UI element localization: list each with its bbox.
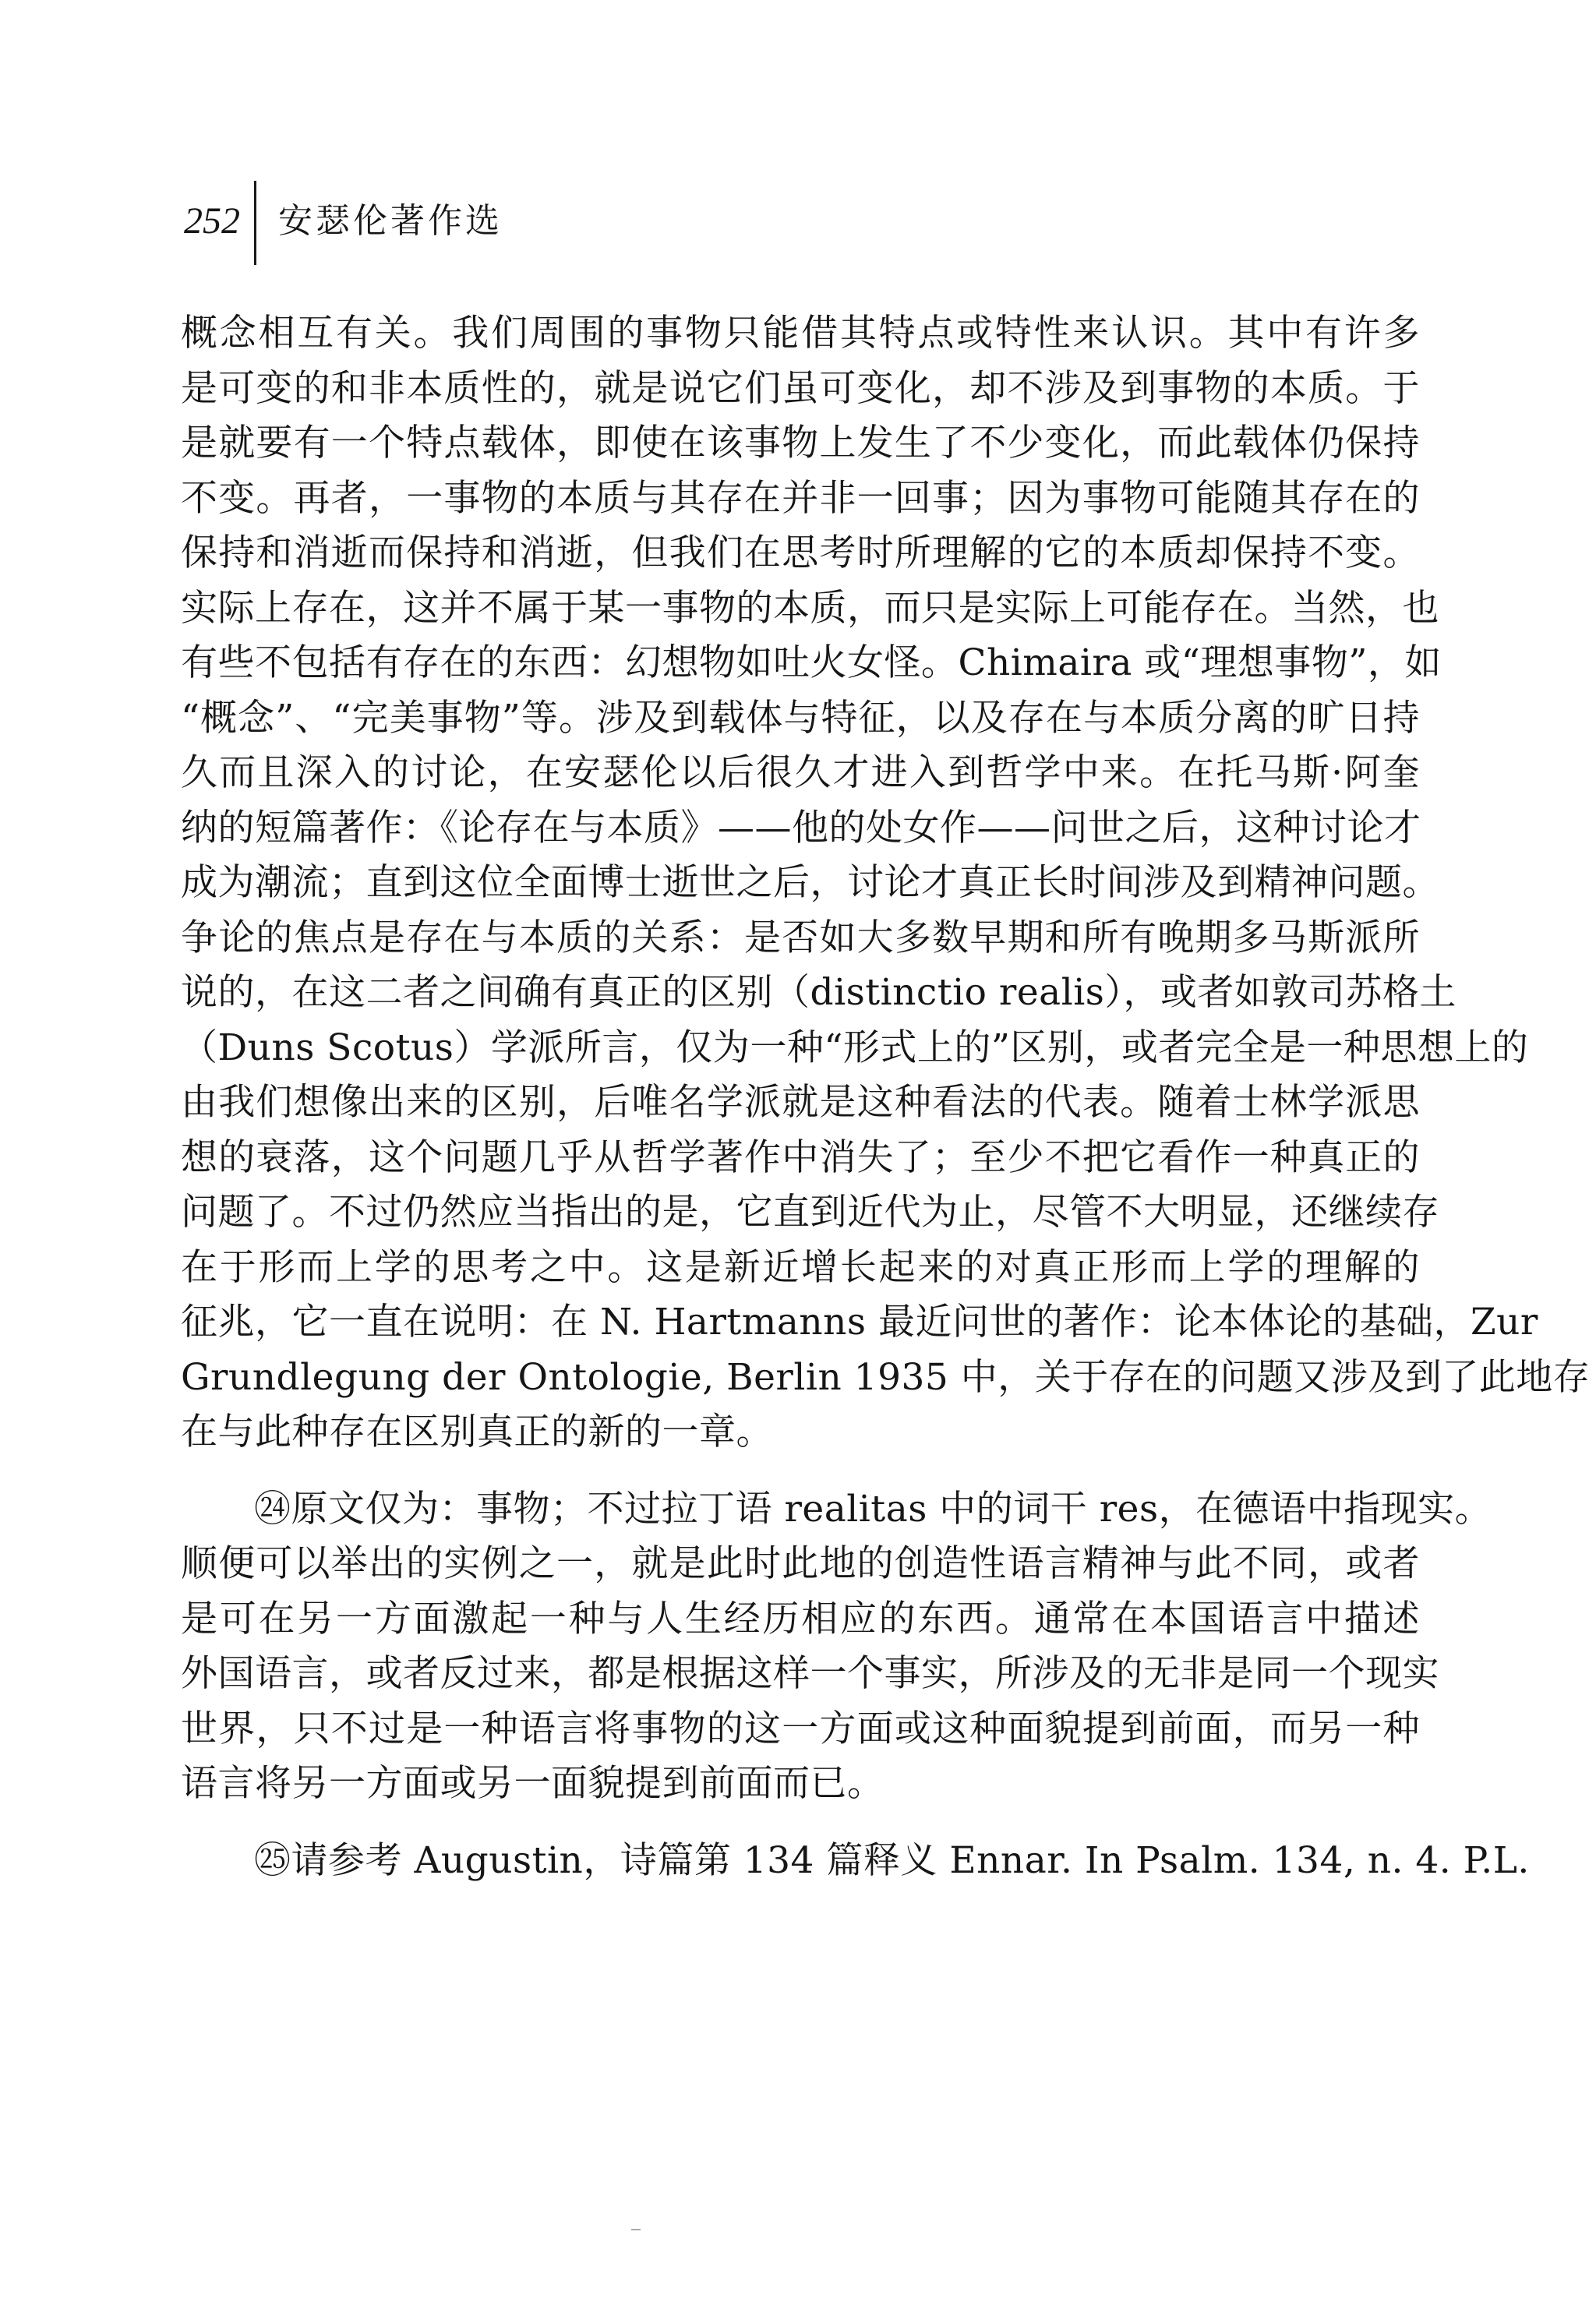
text-line: 是就要有一个特点载体，即使在该事物上发生了不少变化，而此载体仍保持 bbox=[181, 422, 1420, 464]
text-line: 说的，在这二者之间确有真正的区别（distinctio realis），或者如敦司苏格土 bbox=[181, 971, 1457, 1014]
body-text bbox=[181, 306, 1591, 1888]
text-line: ㉕请参考 Augustin，诗篇第 134 篇释义 Ennar. In Psalm. 134, n. 4. P.L. bbox=[254, 1838, 1530, 1882]
text-line: 久而且深入的讨论，在安瑟伦以后很久才进入到哲学中来。在托马斯·阿奎 bbox=[181, 751, 1420, 794]
text-line: 保持和消逝而保持和消逝，但我们在思考时所理解的它的本质却保持不变。 bbox=[181, 531, 1420, 574]
text-line: 问题了。不过仍然应当指出的是，它直到近代为止，尽管不大明显，还继续存 bbox=[181, 1191, 1439, 1234]
header-divider bbox=[254, 181, 256, 265]
text-line: 成为潮流；直到这位全面博士逝世之后，讨论才真正长时间涉及到精神问题。 bbox=[181, 861, 1439, 904]
text-line: 征兆，它一直在说明：在 N. Hartmanns 最近问世的著作：论本体论的基础，Zur bbox=[181, 1301, 1538, 1344]
text-line: 有些不包括有存在的东西：幻想物如吐火女怪。Chimaira 或“理想事物”，如 bbox=[181, 641, 1442, 684]
page-header bbox=[184, 181, 503, 267]
text-line: “概念”、“完美事物”等。涉及到载体与特征，以及存在与本质分离的旷日持 bbox=[181, 696, 1420, 740]
text-line: 不变。再者，一事物的本质与其存在并非一回事；因为事物可能随其存在的 bbox=[181, 476, 1420, 520]
text-line: 是可变的和非本质性的，就是说它们虽可变化，却不涉及到事物的本质。于 bbox=[181, 366, 1420, 410]
text-line: 在与此种存在区别真正的新的一章。 bbox=[181, 1411, 773, 1453]
text-line: 是可在另一方面激起一种与人生经历相应的东西。通常在本国语言中描述 bbox=[181, 1597, 1420, 1640]
text-line: 外国语言，或者反过来，都是根据这样一个事实，所涉及的无非是同一个现实 bbox=[181, 1652, 1439, 1695]
text-line: 世界，只不过是一种语言将事物的这一方面或这种面貌提到前面，而另一种 bbox=[181, 1707, 1420, 1750]
text-line: ㉔原文仅为：事物；不过拉丁语 realitas 中的词干 res，在德语中指现实。 bbox=[254, 1487, 1492, 1531]
text-line: 由我们想像出来的区别，后唯名学派就是这种看法的代表。随着士林学派思 bbox=[181, 1081, 1420, 1124]
footer-mark bbox=[631, 2229, 641, 2230]
footnote-25 bbox=[181, 1834, 1530, 1889]
text-line: 概念相互有关。我们周围的事物只能借其特点或特性来认识。其中有许多 bbox=[181, 312, 1420, 355]
text-line: 纳的短篇著作：《论存在与本质》——他的处女作——问世之后，这种讨论才 bbox=[181, 806, 1421, 849]
text-line: 实际上存在，这并不属于某一事物的本质，而只是实际上可能存在。当然，也 bbox=[181, 586, 1439, 630]
footnote-24 bbox=[181, 1482, 1492, 1812]
running-title: 安瑟伦著作选 bbox=[278, 201, 503, 241]
text-line: 争论的焦点是存在与本质的关系：是否如大多数早期和所有晚期多马斯派所 bbox=[181, 916, 1420, 959]
text-line: Grundlegung der Ontologie, Berlin 1935 中，关于存在的问题又涉及到了此地存 bbox=[181, 1355, 1591, 1399]
text-line: 在于形而上学的思考之中。这是新近增长起来的对真正形而上学的理解的 bbox=[181, 1245, 1420, 1289]
text-line: （Duns Scotus）学派所言，仅为一种“形式上的”区别，或者完全是一种思想上的 bbox=[181, 1026, 1529, 1069]
text-line: 想的衰落，这个问题几乎从哲学著作中消失了；至少不把它看作一种真正的 bbox=[181, 1135, 1420, 1179]
text-line: 顺便可以举出的实例之一，就是此时此地的创造性语言精神与此不同，或者 bbox=[181, 1542, 1420, 1585]
page-number: 252 bbox=[184, 200, 240, 242]
text-line: 语言将另一方面或另一面貌提到前面而已。 bbox=[181, 1762, 885, 1805]
main-paragraph bbox=[181, 306, 1591, 1460]
